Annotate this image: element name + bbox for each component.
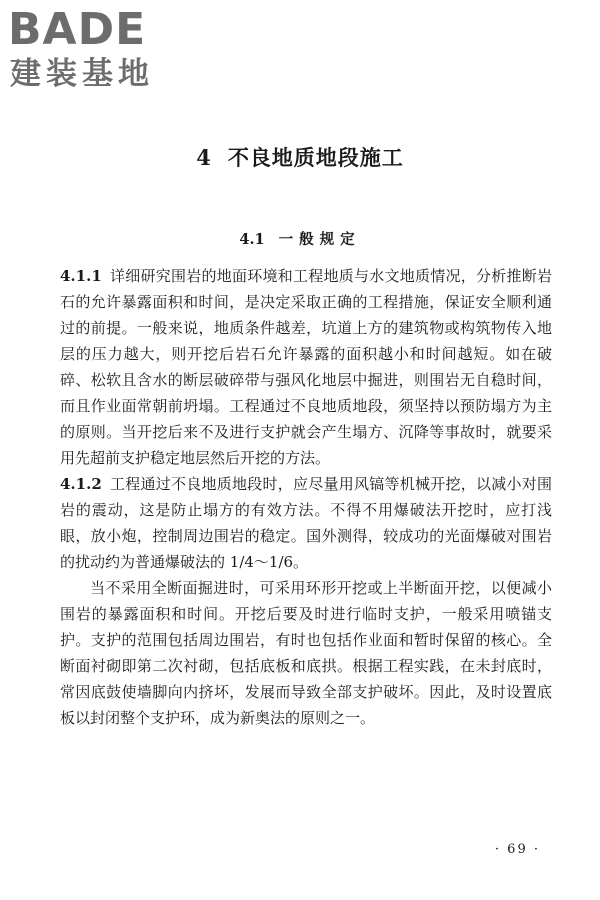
section-title-text: 一般规定 — [278, 231, 361, 248]
clause-number: 4.1.1 — [60, 267, 102, 285]
paragraph: 当不采用全断面掘进时，可采用环形开挖或上半断面开挖，以便减小围岩的暴露面积和时间。开挖后要及时进行临时支护，一般采用喷锚支护。支护的范围包括周边围岩，有时也包括作业面和暂时保留的核心。全断面衬砌即第二次衬砌，包括底板和底拱。根据工程实践，在未封底时，常因底鼓使墙脚向内挤坏，发展而导致全部支护破坏。因此，及时设置底板以封闭整个支护环，成为新奥法的原则之一。 — [60, 579, 552, 727]
chapter-title — [0, 142, 600, 172]
clause-text: 详细研究围岩的地面环境和工程地质与水文地质情况，分析推断岩石的允许暴露面积和时间，是决定采取正确的工程措施，保证安全顺利通过的前提。一般来说，地质条件越差，坑道上方的建筑物或构筑物传入地层的压力越大，则开挖后岩石允许暴露的面积越小和时间越短。如在破碎、松软且含水的断层破碎带与强风化地层中掘进，则围岩无自稳时间，而且作业面常朝前坍塌。工程通过不良地质地段，须坚持以预防塌方为主的原则。当开挖后来不及进行支护就会产生塌方、沉降等事故时，就要采用先超前支护稳定地层然后开挖的方法。 — [60, 267, 552, 467]
chapter-number: 4 — [196, 145, 212, 170]
clause-number: 4.1.2 — [60, 475, 102, 493]
chapter-title-text: 不良地质地段施工 — [227, 145, 404, 170]
clause-text: 工程通过不良地质地段时，应尽量用风镐等机械开挖，以减小对围岩的震动，这是防止塌方的有效方法。不得不用爆破法开挖时，应打浅眼，放小炮，控制周边围岩的稳定。国外测得，较成功的光面爆破对围岩的扰动约为普通爆破法的 1/4～1/6。 — [60, 475, 552, 571]
section-title — [0, 228, 600, 249]
clause-4-1-2 — [60, 471, 552, 575]
logo — [8, 4, 183, 96]
logo-wordmark: BADE — [8, 4, 147, 55]
page-number: · 69 · — [494, 842, 540, 857]
clause-4-1-1 — [60, 263, 552, 471]
section-number: 4.1 — [239, 231, 265, 248]
body-text — [60, 263, 552, 731]
logo-subtitle: 建装基地 — [10, 56, 154, 92]
